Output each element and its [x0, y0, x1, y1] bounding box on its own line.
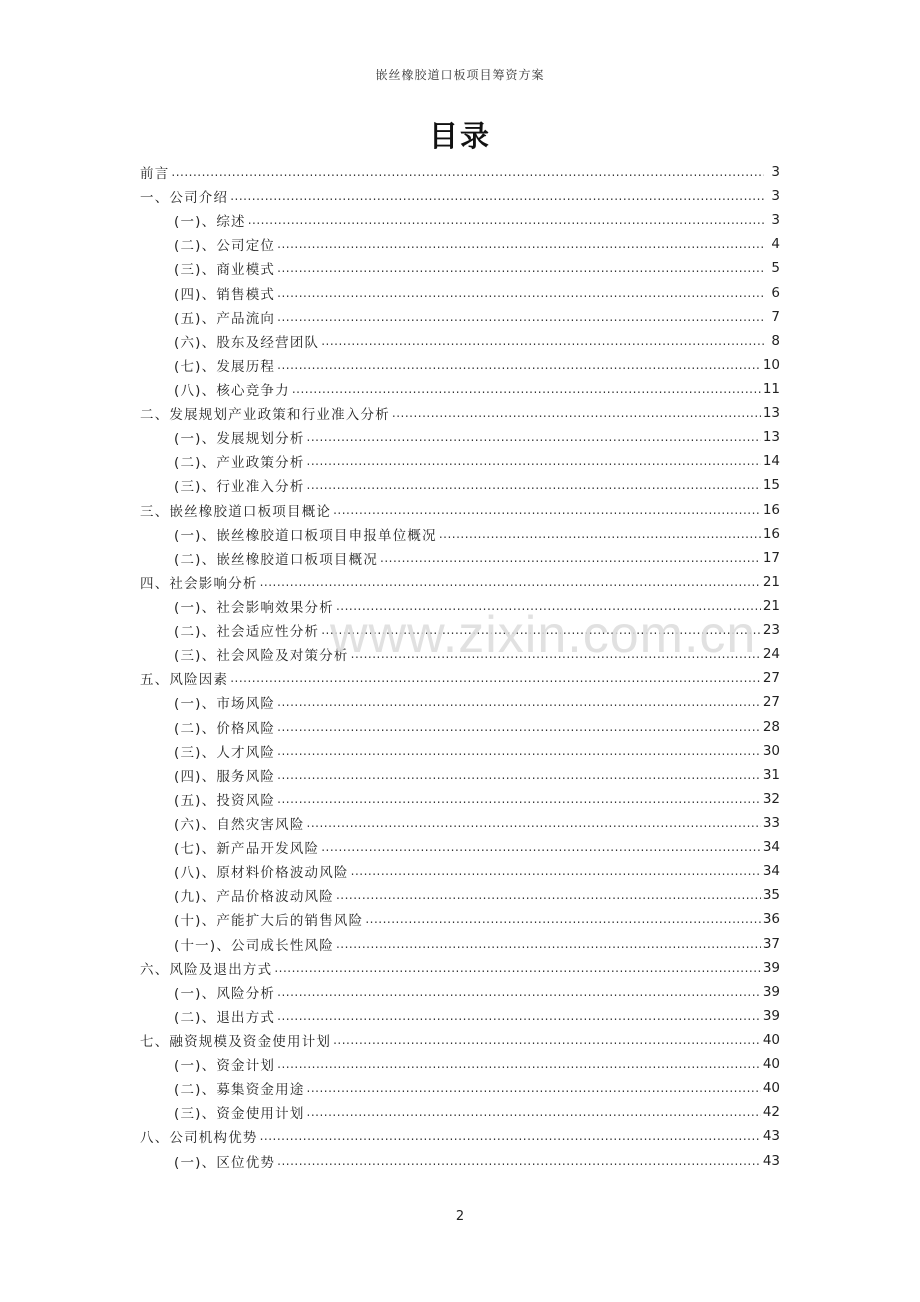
toc-entry-page: 43	[762, 1152, 780, 1169]
toc-entry-label: (二)、社会适应性分析	[174, 624, 320, 641]
toc-entry-label: (十)、产能扩大后的销售风险	[174, 913, 364, 930]
toc-entry-page: 13	[762, 405, 780, 422]
toc-entry-label: (六)、股东及经营团队	[174, 334, 320, 351]
toc-entry-page: 39	[762, 959, 780, 976]
toc-entry-page: 43	[762, 1128, 780, 1145]
toc-entry-label: 二、发展规划产业政策和行业准入分析	[140, 407, 390, 424]
toc-entry-page: 24	[762, 646, 780, 663]
toc-dot-leader	[277, 720, 761, 734]
toc-entry-label: 三、嵌丝橡胶道口板项目概论	[140, 503, 332, 520]
toc-entry[interactable]	[140, 811, 780, 835]
toc-entry-page: 39	[762, 1007, 780, 1024]
toc-entry-label: (二)、公司定位	[174, 238, 276, 255]
toc-dot-leader	[171, 165, 764, 179]
toc-dot-leader	[230, 189, 764, 203]
toc-entry-label: (六)、自然灾害风险	[174, 817, 305, 833]
table-of-contents	[140, 160, 780, 1173]
toc-entry-page: 16	[762, 501, 780, 518]
toc-dot-leader	[307, 454, 761, 468]
toc-entry-label: (四)、销售模式	[174, 286, 276, 303]
running-header: 嵌丝橡胶道口板项目筹资方案	[375, 68, 545, 82]
toc-entry[interactable]	[140, 498, 780, 522]
toc-dot-leader	[439, 527, 761, 541]
toc-entry-label: 五、风险因素	[140, 672, 229, 689]
toc-entry-page: 5	[771, 260, 780, 277]
toc-entry-label: (三)、行业准入分析	[174, 479, 305, 496]
toc-entry-label: (一)、社会影响效果分析	[174, 600, 334, 617]
toc-entry-label: 八、公司机构优势	[140, 1130, 258, 1147]
toc-dot-leader	[321, 334, 764, 348]
toc-entry[interactable]	[140, 1148, 780, 1172]
toc-entry[interactable]	[140, 329, 780, 353]
toc-entry-page: 11	[762, 381, 780, 398]
toc-dot-leader	[230, 671, 761, 685]
toc-entry[interactable]	[140, 1076, 780, 1100]
toc-entry[interactable]	[140, 256, 780, 280]
toc-entry-page: 7	[771, 308, 780, 325]
toc-entry-page: 42	[762, 1104, 780, 1121]
toc-entry[interactable]	[140, 522, 780, 546]
toc-entry-page: 28	[762, 718, 780, 735]
toc-entry-label: (五)、投资风险	[174, 792, 276, 809]
toc-entry[interactable]	[140, 715, 780, 739]
toc-dot-leader	[260, 575, 761, 589]
toc-entry-label: (一)、风险分析	[174, 985, 276, 1002]
toc-dot-leader	[336, 937, 761, 951]
toc-dot-leader	[277, 1154, 761, 1168]
toc-entry-label: (一)、综述	[174, 214, 246, 231]
toc-entry-page: 21	[762, 573, 780, 590]
toc-dot-leader	[392, 406, 761, 420]
toc-entry-label: (五)、产品流向	[174, 310, 276, 327]
toc-entry[interactable]	[140, 281, 780, 305]
toc-entry-page: 14	[762, 453, 780, 470]
toc-entry-label: (二)、价格风险	[174, 720, 276, 737]
toc-entry-page: 34	[762, 863, 780, 880]
toc-entry[interactable]	[140, 570, 780, 594]
toc-entry-label: 前言	[140, 166, 170, 183]
toc-entry[interactable]	[140, 907, 780, 931]
toc-dot-leader	[277, 261, 764, 275]
toc-entry[interactable]	[140, 160, 780, 184]
toc-entry-page: 37	[762, 935, 780, 952]
toc-entry-page: 13	[762, 429, 780, 446]
toc-entry-label: (七)、发展历程	[174, 358, 276, 375]
toc-dot-leader	[277, 358, 761, 372]
toc-entry-label: (二)、产业政策分析	[174, 455, 305, 472]
toc-entry-label: (三)、商业模式	[174, 262, 276, 279]
toc-entry-label: (二)、募集资金用途	[174, 1082, 305, 1099]
toc-entry[interactable]	[140, 1004, 780, 1028]
toc-entry[interactable]	[140, 305, 780, 329]
toc-entry[interactable]	[140, 763, 780, 787]
toc-entry-page: 10	[762, 356, 780, 373]
toc-dot-leader	[277, 310, 764, 324]
toc-entry-page: 3	[771, 212, 780, 229]
toc-dot-leader	[248, 213, 764, 227]
toc-entry[interactable]	[140, 1052, 780, 1076]
toc-entry[interactable]	[140, 208, 780, 232]
toc-entry-page: 39	[762, 983, 780, 1000]
toc-entry-page: 17	[762, 549, 780, 566]
toc-entry-label: (十一)、公司成长性风险	[174, 937, 334, 954]
toc-entry-page: 4	[771, 236, 780, 253]
toc-entry-page: 31	[762, 766, 780, 783]
toc-entry-page: 15	[762, 477, 780, 494]
toc-entry[interactable]	[140, 666, 780, 690]
toc-entry[interactable]	[140, 787, 780, 811]
toc-entry-page: 33	[762, 815, 780, 831]
toc-entry[interactable]	[140, 883, 780, 907]
toc-dot-leader	[277, 1057, 761, 1071]
toc-entry-label: (一)、市场风险	[174, 696, 276, 713]
toc-entry-label: (一)、资金计划	[174, 1058, 276, 1075]
toc-entry[interactable]	[140, 353, 780, 377]
toc-entry-page: 40	[762, 1031, 780, 1048]
toc-dot-leader	[277, 695, 761, 709]
toc-entry[interactable]	[140, 184, 780, 208]
toc-entry-label: (二)、退出方式	[174, 1009, 276, 1026]
toc-entry[interactable]	[140, 401, 780, 425]
toc-entry[interactable]	[140, 932, 780, 956]
toc-dot-leader	[307, 430, 761, 444]
page-number: 2	[455, 1209, 465, 1224]
toc-entry[interactable]	[140, 980, 780, 1004]
toc-entry[interactable]	[140, 473, 780, 497]
toc-dot-leader	[365, 912, 760, 926]
toc-entry-label: (三)、社会风险及对策分析	[174, 648, 349, 665]
toc-entry-label: 四、社会影响分析	[140, 575, 258, 592]
toc-dot-leader	[277, 985, 761, 999]
toc-entry[interactable]	[140, 739, 780, 763]
toc-entry-page: 8	[771, 332, 780, 349]
toc-entry-label: (一)、发展规划分析	[174, 431, 305, 448]
toc-dot-leader	[260, 1129, 761, 1143]
toc-entry-label: (八)、核心竞争力	[174, 383, 290, 400]
toc-entry-label: (九)、产品价格波动风险	[174, 889, 334, 906]
toc-entry-label: (三)、人才风险	[174, 744, 276, 761]
toc-entry-page: 21	[762, 598, 780, 615]
toc-entry-label: 六、风险及退出方式	[140, 961, 273, 978]
toc-entry-label: (四)、服务风险	[174, 768, 276, 785]
toc-entry-page: 3	[771, 188, 780, 205]
toc-entry-label: (七)、新产品开发风险	[174, 841, 320, 858]
toc-entry-page: 3	[771, 164, 780, 181]
toc-dot-leader	[307, 816, 761, 830]
toc-dot-leader	[333, 503, 761, 517]
toc-entry[interactable]	[140, 690, 780, 714]
toc-entry[interactable]	[140, 956, 780, 980]
toc-dot-leader	[277, 1009, 761, 1023]
toc-dot-leader	[277, 286, 764, 300]
toc-entry-label: (一)、区位优势	[174, 1154, 276, 1171]
toc-entry-page: 27	[762, 670, 780, 687]
toc-entry-page: 30	[762, 742, 780, 759]
toc-entry-page: 27	[762, 694, 780, 711]
toc-dot-leader	[351, 864, 761, 878]
toc-dot-leader	[277, 237, 764, 251]
toc-dot-leader	[307, 478, 761, 492]
toc-entry[interactable]	[140, 859, 780, 883]
toc-entry-page: 36	[762, 911, 780, 928]
toc-dot-leader	[336, 888, 761, 902]
toc-dot-leader	[277, 792, 761, 806]
toc-dot-leader	[333, 1033, 761, 1047]
toc-entry-label: 七、融资规模及资金使用计划	[140, 1033, 332, 1050]
toc-dot-leader	[277, 744, 761, 758]
toc-entry-page: 16	[762, 525, 780, 542]
toc-entry[interactable]	[140, 425, 780, 449]
toc-entry-label: 一、公司介绍	[140, 190, 229, 207]
page-title: 目录	[428, 119, 491, 153]
toc-dot-leader	[380, 551, 761, 565]
toc-entry[interactable]	[140, 232, 780, 256]
toc-dot-leader	[307, 1105, 761, 1119]
toc-dot-leader	[307, 1081, 761, 1095]
toc-entry[interactable]	[140, 835, 780, 859]
toc-entry-page: 23	[762, 622, 780, 639]
toc-entry-page: 35	[762, 887, 780, 904]
toc-entry[interactable]	[140, 1028, 780, 1052]
toc-dot-leader	[277, 768, 761, 782]
toc-entry-label: (二)、嵌丝橡胶道口板项目概况	[174, 551, 379, 568]
toc-entry-label: (一)、嵌丝橡胶道口板项目申报单位概况	[174, 527, 437, 544]
toc-entry[interactable]	[140, 1124, 780, 1148]
toc-entry-label: (三)、资金使用计划	[174, 1106, 305, 1123]
toc-dot-leader	[321, 840, 761, 854]
toc-entry[interactable]	[140, 449, 780, 473]
toc-entry-page: 40	[762, 1080, 780, 1097]
toc-entry-page: 32	[762, 790, 780, 807]
toc-entry[interactable]	[140, 546, 780, 570]
toc-entry-page: 34	[762, 839, 780, 856]
toc-entry[interactable]	[140, 377, 780, 401]
toc-entry-page: 40	[762, 1056, 780, 1073]
watermark: www.zixin.com.cn	[330, 606, 757, 664]
toc-entry-label: (八)、原材料价格波动风险	[174, 865, 349, 882]
toc-entry-page: 6	[771, 284, 780, 301]
toc-entry[interactable]	[140, 1100, 780, 1124]
toc-dot-leader	[292, 382, 761, 396]
toc-dot-leader	[274, 961, 761, 975]
